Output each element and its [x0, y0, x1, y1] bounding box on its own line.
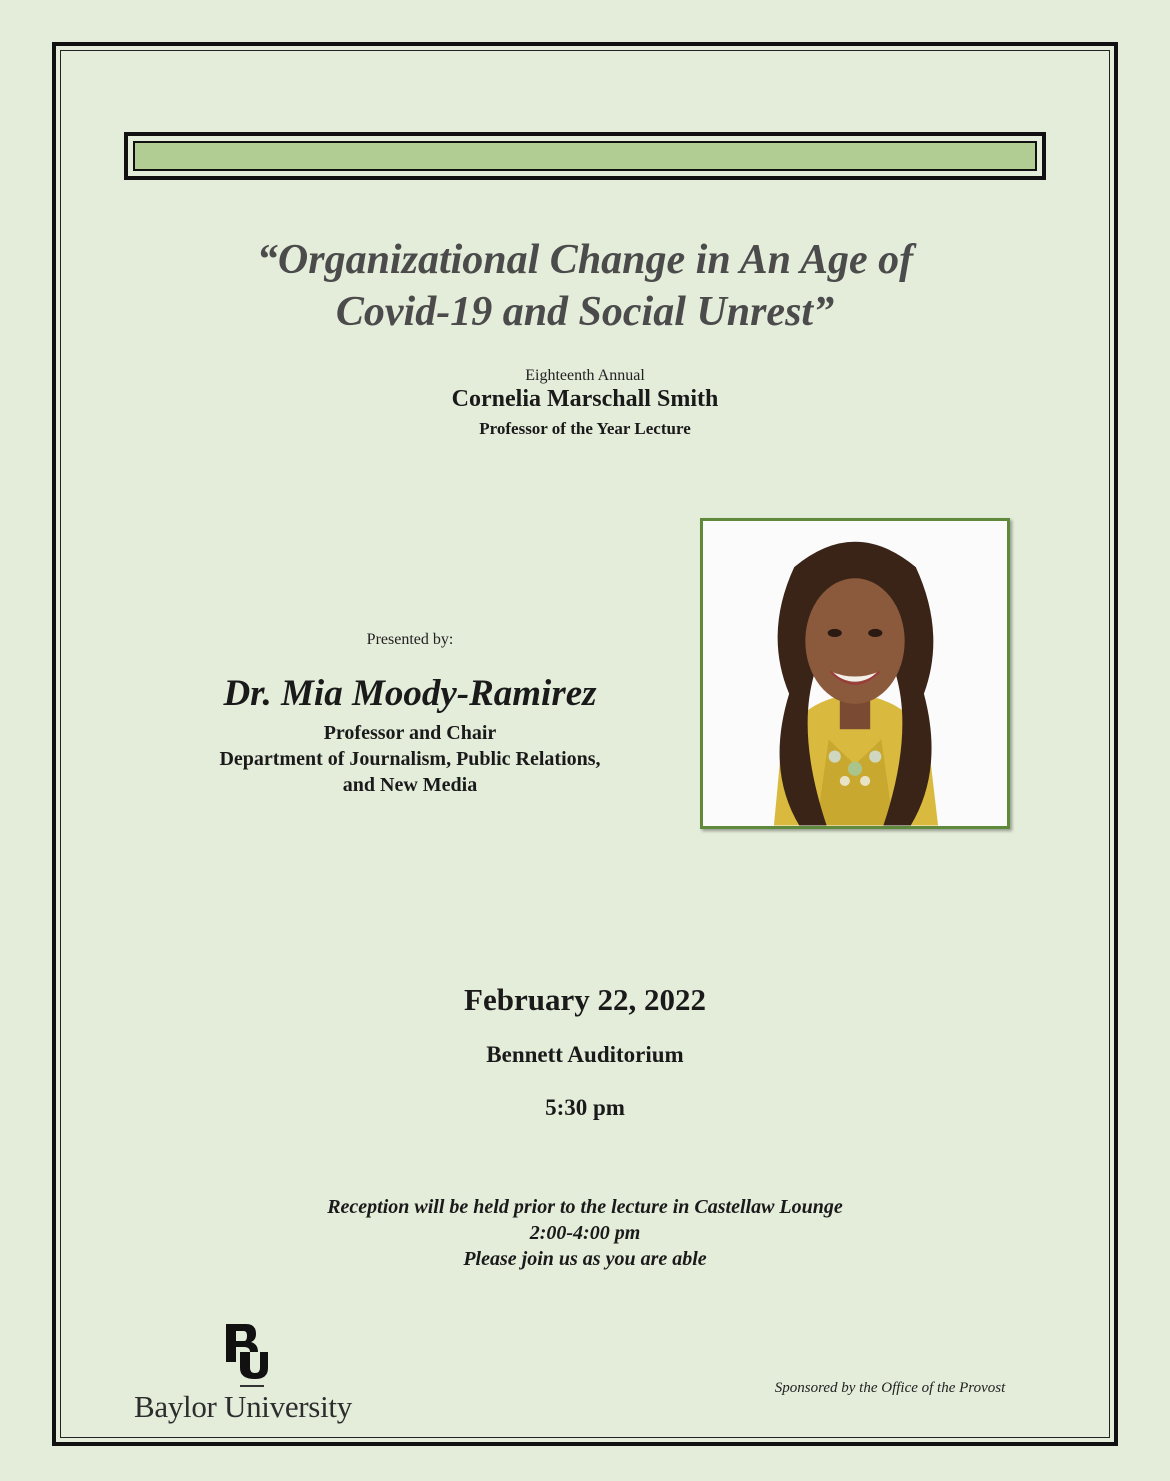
lecture-title-line1: “Organizational Change in An Age of — [256, 237, 914, 283]
baylor-bu-logo-icon — [220, 1322, 270, 1380]
header-accent-bar — [124, 132, 1046, 180]
event-time: 5:30 pm — [545, 1095, 625, 1120]
speaker-portrait-illustration — [703, 521, 1007, 826]
speaker-affiliation — [160, 720, 660, 798]
reception-line1: Reception will be held prior to the lecture in Castellaw Lounge — [327, 1196, 843, 1218]
event-date: February 22, 2022 — [464, 982, 706, 1017]
sponsor-note: Sponsored by the Office of the Provost — [774, 1380, 1006, 1396]
lecture-title-line2: Covid-19 and Social Unrest” — [335, 289, 835, 335]
event-venue: Bennett Auditorium — [486, 1042, 684, 1067]
presented-by-label: Presented by: — [366, 631, 454, 648]
reception-time: 2:00-4:00 pm — [529, 1222, 641, 1244]
reception-notice — [0, 1194, 1170, 1272]
speaker-title: Professor and Chair — [323, 722, 497, 744]
header-accent-bar-fill — [133, 141, 1037, 171]
university-name: Baylor University — [134, 1389, 352, 1424]
series-label: Eighteenth Annual — [525, 367, 645, 384]
speaker-department-line2: and New Media — [342, 774, 478, 796]
lecture-name: Professor of the Year Lecture — [479, 419, 691, 438]
speaker-name: Dr. Mia Moody-Ramirez — [223, 673, 597, 714]
reception-line3: Please join us as you are able — [463, 1248, 707, 1270]
logo-divider — [240, 1385, 264, 1387]
speaker-photo — [700, 518, 1010, 829]
speaker-department-line1: Department of Journalism, Public Relations, — [219, 748, 601, 770]
lecture-namesake: Cornelia Marschall Smith — [451, 386, 719, 412]
lecture-title — [150, 234, 1020, 338]
